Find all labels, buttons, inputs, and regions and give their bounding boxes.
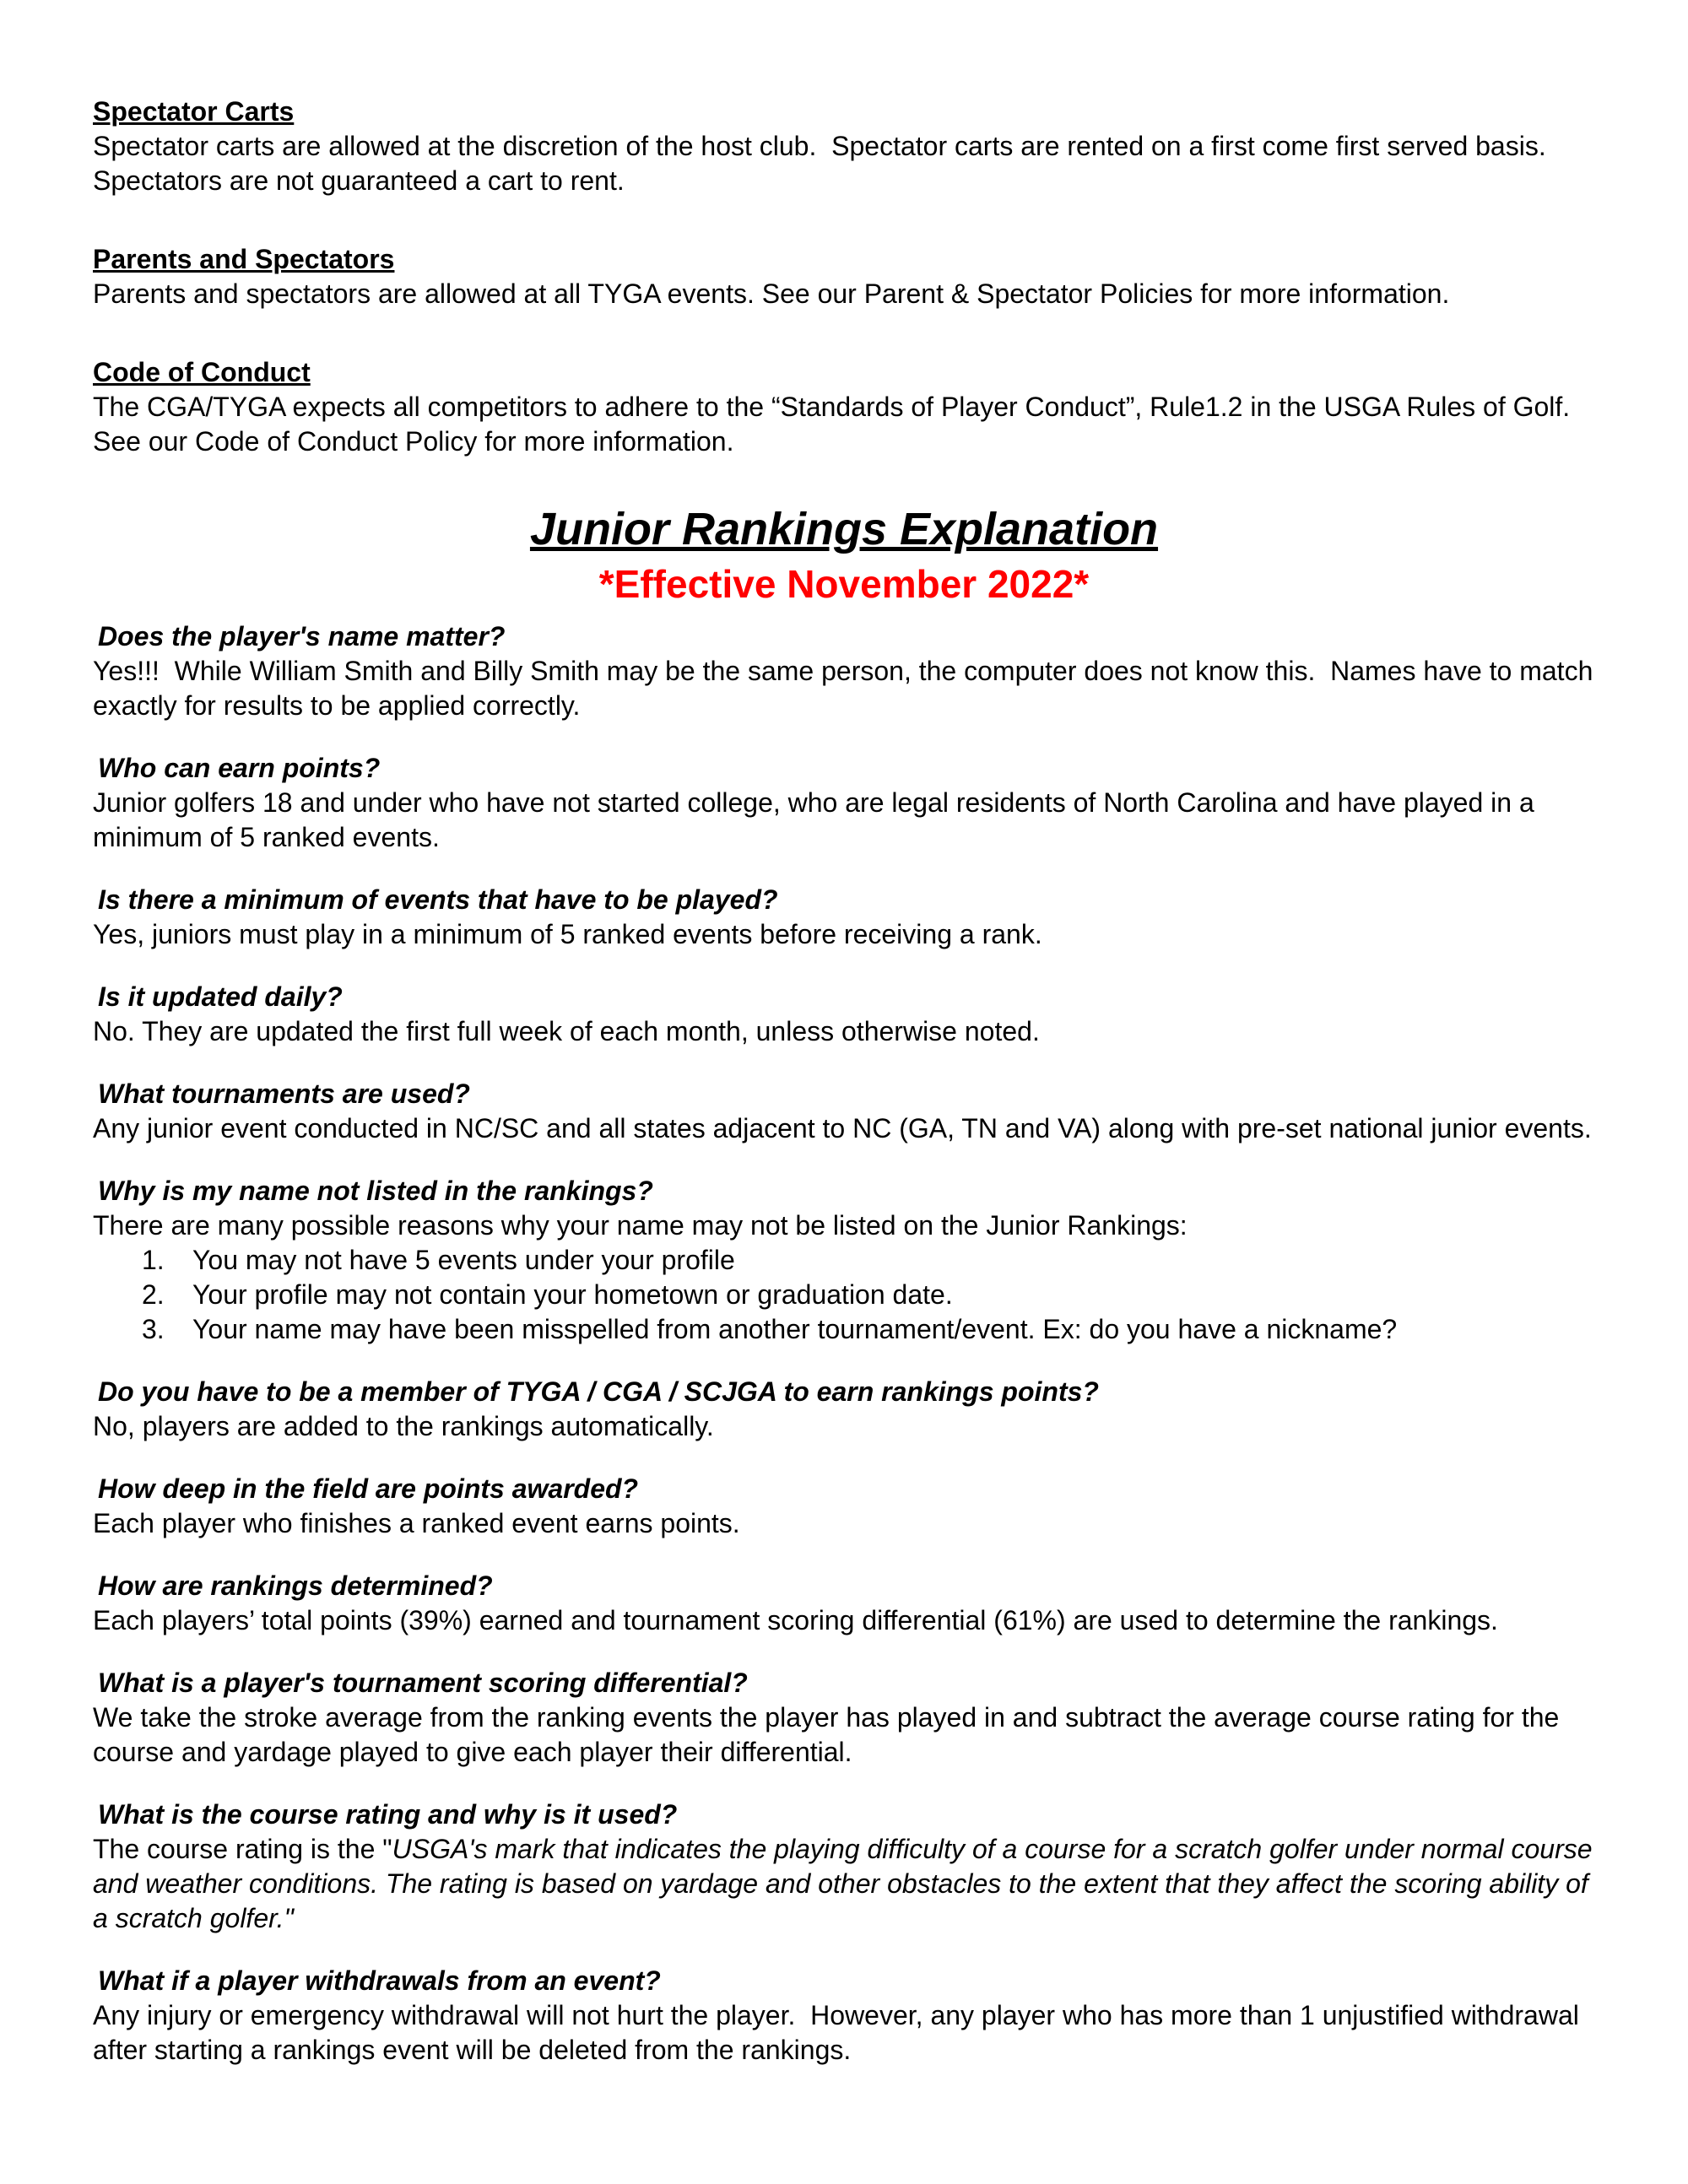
faq-answer: Junior golfers 18 and under who have not started college, who are legal residents of North Carolina and have played in a minimum of 5 ranked events. [93,787,1542,852]
section-code-of-conduct [93,355,1595,459]
faq-item-points-depth [93,1472,1595,1541]
reasons-list-item [142,1278,1595,1312]
faq-question: What is the course rating and why is it used? [98,1799,678,1830]
faq-item-name-matter [93,619,1601,723]
faq-item-updated-daily [93,980,1595,1049]
rankings-effective-date: *Effective November 2022* [598,562,1090,606]
faq-answer-prefix: The course rating is the " [93,1834,392,1864]
section-heading-parents-and-spectators: Parents and Spectators [93,244,395,274]
faq-item-minimum-events [93,883,1595,952]
faq-answer: There are many possible reasons why your name may not be listed on the Junior Rankings: [93,1210,1188,1241]
faq-answer: Each players’ total points (39%) earned and tournament scoring differential (61%) are used to determine the rankings. [93,1605,1498,1635]
faq-answer: Each player who finishes a ranked event earns points. [93,1508,740,1538]
list-text: Your profile may not contain your hometown or graduation date. [192,1279,953,1310]
faq-answer: Yes!!! While William Smith and Billy Smith may be the same person, the computer does not know this. Names have to match exactly for results to be applied correctly. [93,656,1601,721]
section-body-parents-and-spectators: Parents and spectators are allowed at all TYGA events. See our Parent & Spectator Policies for more information. [93,278,1450,309]
section-parents-and-spectators [93,242,1595,311]
section-heading-spectator-carts: Spectator Carts [93,96,295,127]
section-heading-code-of-conduct: Code of Conduct [93,357,311,387]
faq-question: How are rankings determined? [98,1570,493,1601]
faq-question: Does the player's name matter? [98,621,506,651]
faq-item-membership-required [93,1375,1595,1444]
faq-answer: No. They are updated the first full week of each month, unless otherwise noted. [93,1016,1040,1046]
section-body-code-of-conduct: The CGA/TYGA expects all competitors to adhere to the “Standards of Player Conduct”, Rule1.2 in the USGA Rules of Golf. See our Code of Conduct Policy for more information. [93,392,1578,457]
faq-answer [93,1832,1600,1936]
faq-question: What if a player withdrawals from an event? [98,1965,661,1996]
reasons-list-item [142,1243,1595,1278]
faq-question: Is there a minimum of events that have to be played? [98,884,778,915]
rankings-title: Junior Rankings Explanation [529,504,1159,554]
list-number: 3. [142,1314,165,1344]
faq-item-name-not-listed [93,1174,1595,1347]
list-text: Your name may have been misspelled from another tournament/event. Ex: do you have a nickname? [192,1314,1398,1344]
faq-answer-quote: USGA's mark that indicates the playing difficulty of a course for a scratch golfer under normal course and weather conditions. The rating is based on yardage and other obstacles to the extent that they affect the scoring ability of a scratch golfer." [93,1834,1600,1933]
reasons-list-item [142,1312,1595,1347]
faq-question: Is it updated daily? [98,981,343,1012]
faq-answer: Yes, juniors must play in a minimum of 5 ranked events before receiving a rank. [93,919,1042,949]
faq-question: Why is my name not listed in the rankings? [98,1176,653,1206]
faq-question: Do you have to be a member of TYGA / CGA / SCJGA to earn rankings points? [98,1376,1099,1407]
faq-item-course-rating [93,1797,1600,1936]
faq-answer: Any junior event conducted in NC/SC and all states adjacent to NC (GA, TN and VA) along with pre-set national junior events. [93,1113,1592,1143]
faq-question: What is a player's tournament scoring differential? [98,1668,748,1698]
section-spectator-carts [93,95,1595,198]
faq-item-who-can-earn-points [93,751,1595,855]
faq-answer: No, players are added to the rankings automatically. [93,1411,714,1441]
list-number: 1. [142,1245,165,1275]
faq-item-rankings-determined [93,1569,1595,1638]
reasons-list [93,1243,1595,1347]
list-number: 2. [142,1279,165,1310]
faq-answer: Any injury or emergency withdrawal will not hurt the player. However, any player who has more than 1 unjustified withdrawal after starting a rankings event will be deleted from the rankings. [93,2000,1587,2065]
faq-question: Who can earn points? [98,753,381,783]
section-body-spectator-carts: Spectator carts are allowed at the discretion of the host club. Spectator carts are rented on a first come first served basis. Spectators are not guaranteed a cart to rent. [93,131,1554,196]
faq-answer: We take the stroke average from the ranking events the player has played in and subtract the average course rating for the course and yardage played to give each player their differential. [93,1702,1567,1767]
faq-item-tournaments-used [93,1077,1595,1146]
faq-item-withdrawals [93,1964,1595,2068]
faq-question: What tournaments are used? [98,1078,470,1109]
faq-item-scoring-differential [93,1666,1595,1770]
list-text: You may not have 5 events under your profile [192,1245,735,1275]
faq-question: How deep in the field are points awarded? [98,1473,639,1504]
